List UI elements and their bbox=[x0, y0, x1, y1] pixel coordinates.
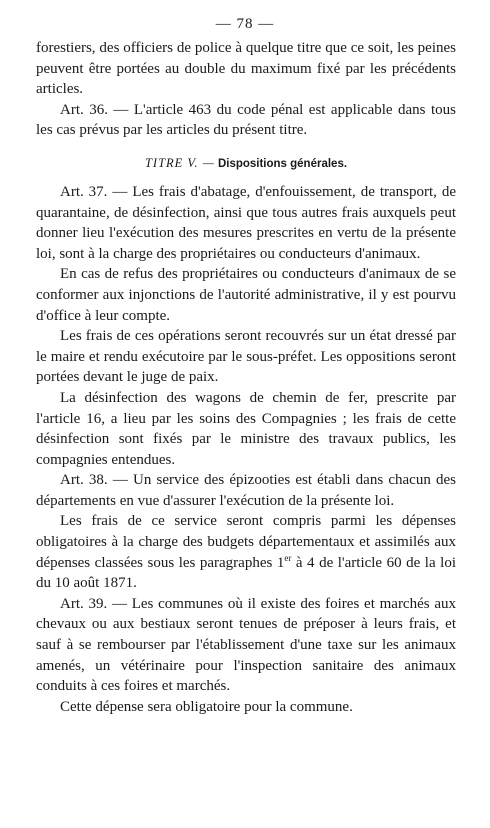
page-body bbox=[36, 38, 456, 717]
section-title bbox=[36, 155, 456, 172]
page-number: — 78 — bbox=[215, 16, 275, 32]
fees-superscript: er bbox=[284, 552, 292, 563]
paragraph-art-37: Art. 37. — Les frais d'abatage, d'enfouissement, de transport, de quarantaine, de désinfection, ainsi que tous autres frais auxquels peut donner lieu l'exécution des mesures prescrites en vertu de la présente loi, sont à la charge des propriétaires ou conducteurs d'animaux. bbox=[36, 183, 456, 262]
paragraph-service-fees bbox=[36, 511, 456, 593]
fees-text-after: à 4 de l'article 60 de la loi du 10 août 1871. bbox=[36, 554, 456, 592]
paragraph-art-36: Art. 36. — L'article 463 du code pénal est applicable dans tous les cas prévus par les articles du présent titre. bbox=[36, 101, 456, 139]
paragraph-art-38: Art. 38. — Un service des épizooties est établi dans chacun des départements en vue d'assurer l'exécution de la présente loi. bbox=[36, 472, 456, 509]
paragraph-commune-expense: Cette dépense sera obligatoire pour la commune. bbox=[60, 698, 353, 715]
fees-text-before: Les frais de ce service seront compris parmi les dépenses obligatoires à la charge des budgets départementaux et assimilés aux dépenses classées sous les paragraphes 1 bbox=[36, 513, 456, 571]
section-title-subject: Dispositions générales. bbox=[217, 157, 348, 170]
paragraph-recovery: Les frais de ces opérations seront recouvrés sur un état dressé par le maire et rendu exécutoire par le sous-préfet. Les oppositions seront portées devant le juge de paix. bbox=[36, 328, 456, 386]
section-title-label: TITRE V. — bbox=[144, 155, 215, 170]
paragraph-refusal: En cas de refus des propriétaires ou conducteurs d'animaux de se conformer aux injonctions de l'autorité administrative, il y est pourvu d'office à leur compte. bbox=[36, 266, 456, 324]
paragraph-continuation: forestiers, des officiers de police à quelque titre que ce soit, les peines peuvent être portées au double du maximum fixé par les précédents articles. bbox=[36, 40, 456, 98]
paragraph-disinfection: La désinfection des wagons de chemin de fer, prescrite par l'article 16, a lieu par les soins des Compagnies ; les frais de cette désinfection sont fixés par le ministre des travaux publics, les compagnies entendues. bbox=[36, 389, 456, 468]
paragraph-art-39: Art. 39. — Les communes où il existe des foires et marchés aux chevaux ou aux bestiaux seront tenues de préposer à leurs frais, et sauf à se rembourser par l'établissement d'une taxe sur les animaux amenés, un vétérinaire pour l'inspection sanitaire des animaux conduits à ces foires et marchés. bbox=[36, 595, 456, 695]
